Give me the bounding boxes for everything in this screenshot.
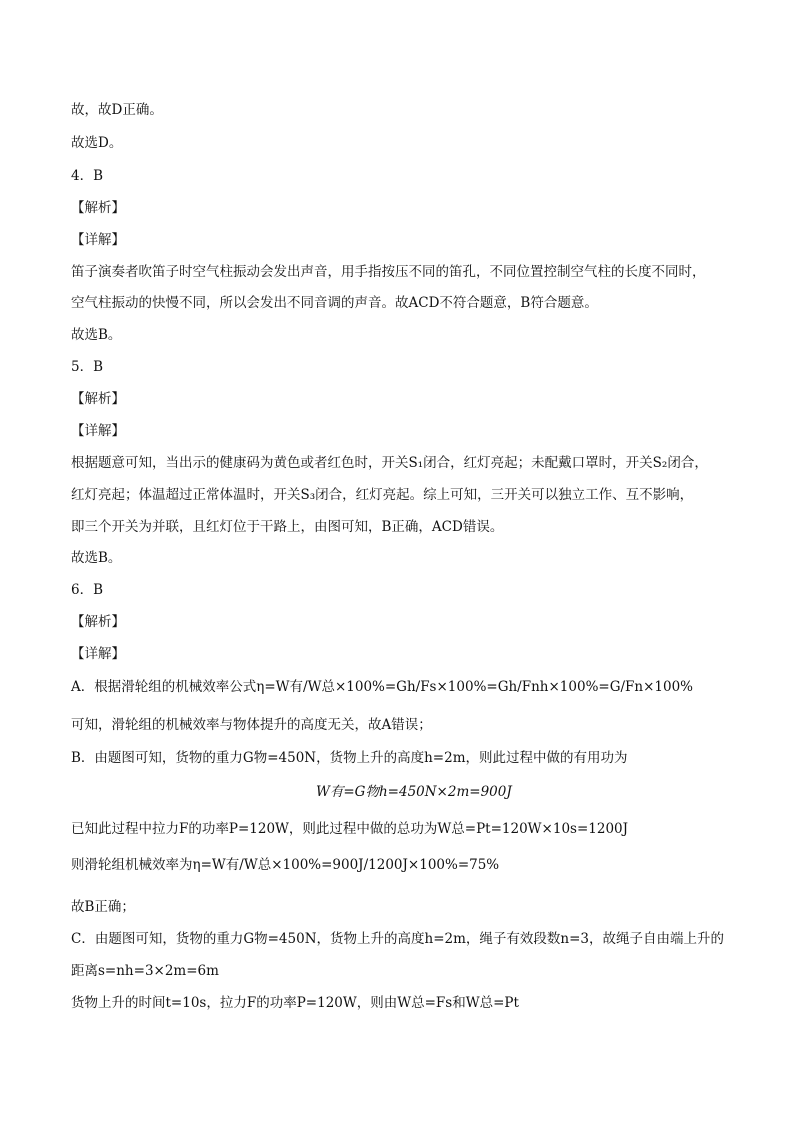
text-line: 故，故D正确。 <box>71 102 163 118</box>
text-line: 则滑轮组机械效率为η=W有/W总×100%=900J/1200J×100%=75% <box>71 857 500 873</box>
answer-line: 故选B。 <box>71 550 122 566</box>
section-heading: 【详解】 <box>71 423 125 439</box>
text-line-with-formula <box>71 678 693 696</box>
text-line: 根据题意可知，当出示的健康码为黄色或者红色时，开关S₁闭合，红灯亮起；未配戴口罩时，开关S₂闭合， <box>71 455 708 471</box>
text-line: 笛子演奏者吹笛子时空气柱振动会发出声音，用手指按压不同的笛孔，不同位置控制空气柱的长度不同时， <box>71 264 706 280</box>
answer-line: 故B正确； <box>71 899 135 915</box>
section-heading: 【解析】 <box>71 614 125 630</box>
efficiency-formula: η=W有/W总×100%=Gh/Fs×100%=Gh/Fnh×100%=G/Fn×100% <box>256 679 694 695</box>
section-heading: 【详解】 <box>71 646 125 662</box>
text-line: 距离s=nh=3×2m=6m <box>71 963 219 979</box>
section-heading: 【解析】 <box>71 391 125 407</box>
answer-line: 故选B。 <box>71 327 122 343</box>
formula-prefix: A．根据滑轮组的机械效率公式 <box>71 679 257 695</box>
text-line: 红灯亮起；体温超过正常体温时，开关S₃闭合，红灯亮起。综上可知，三开关可以独立工作、互不影响， <box>71 487 694 503</box>
text-line: 可知，滑轮组的机械效率与物体提升的高度无关，故A错误； <box>71 717 432 733</box>
text-line: 已知此过程中拉力F的功率P=120W，则此过程中做的总功为W总=Pt=120W×10s=1200J <box>71 821 629 837</box>
text-line: B．由题图可知，货物的重力G物=450N，货物上升的高度h=2m，则此过程中做的有用功为 <box>71 750 628 766</box>
text-line: 故选D。 <box>71 135 123 151</box>
question-number: 6．B <box>71 582 104 598</box>
question-number: 4．B <box>71 168 104 184</box>
text-line: 货物上升的时间t=10s，拉力F的功率P=120W，则由W总=Fs和W总=Pt <box>71 995 519 1011</box>
text-line: 空气柱振动的快慢不同，所以会发出不同音调的声音。故ACD不符合题意，B符合题意。 <box>71 295 598 311</box>
text-line: C．由题图可知，货物的重力G物=450N，货物上升的高度h=2m，绳子有效段数n=3，故绳子自由端上升的 <box>71 931 724 947</box>
question-number: 5．B <box>71 359 104 375</box>
section-heading: 【解析】 <box>71 200 125 216</box>
useful-work-equation: W有=G物h=450N×2m=900J <box>316 784 512 800</box>
section-heading: 【详解】 <box>71 232 125 248</box>
text-line: 即三个开关为并联，且红灯位于干路上，由图可知，B正确，ACD错误。 <box>71 519 504 535</box>
